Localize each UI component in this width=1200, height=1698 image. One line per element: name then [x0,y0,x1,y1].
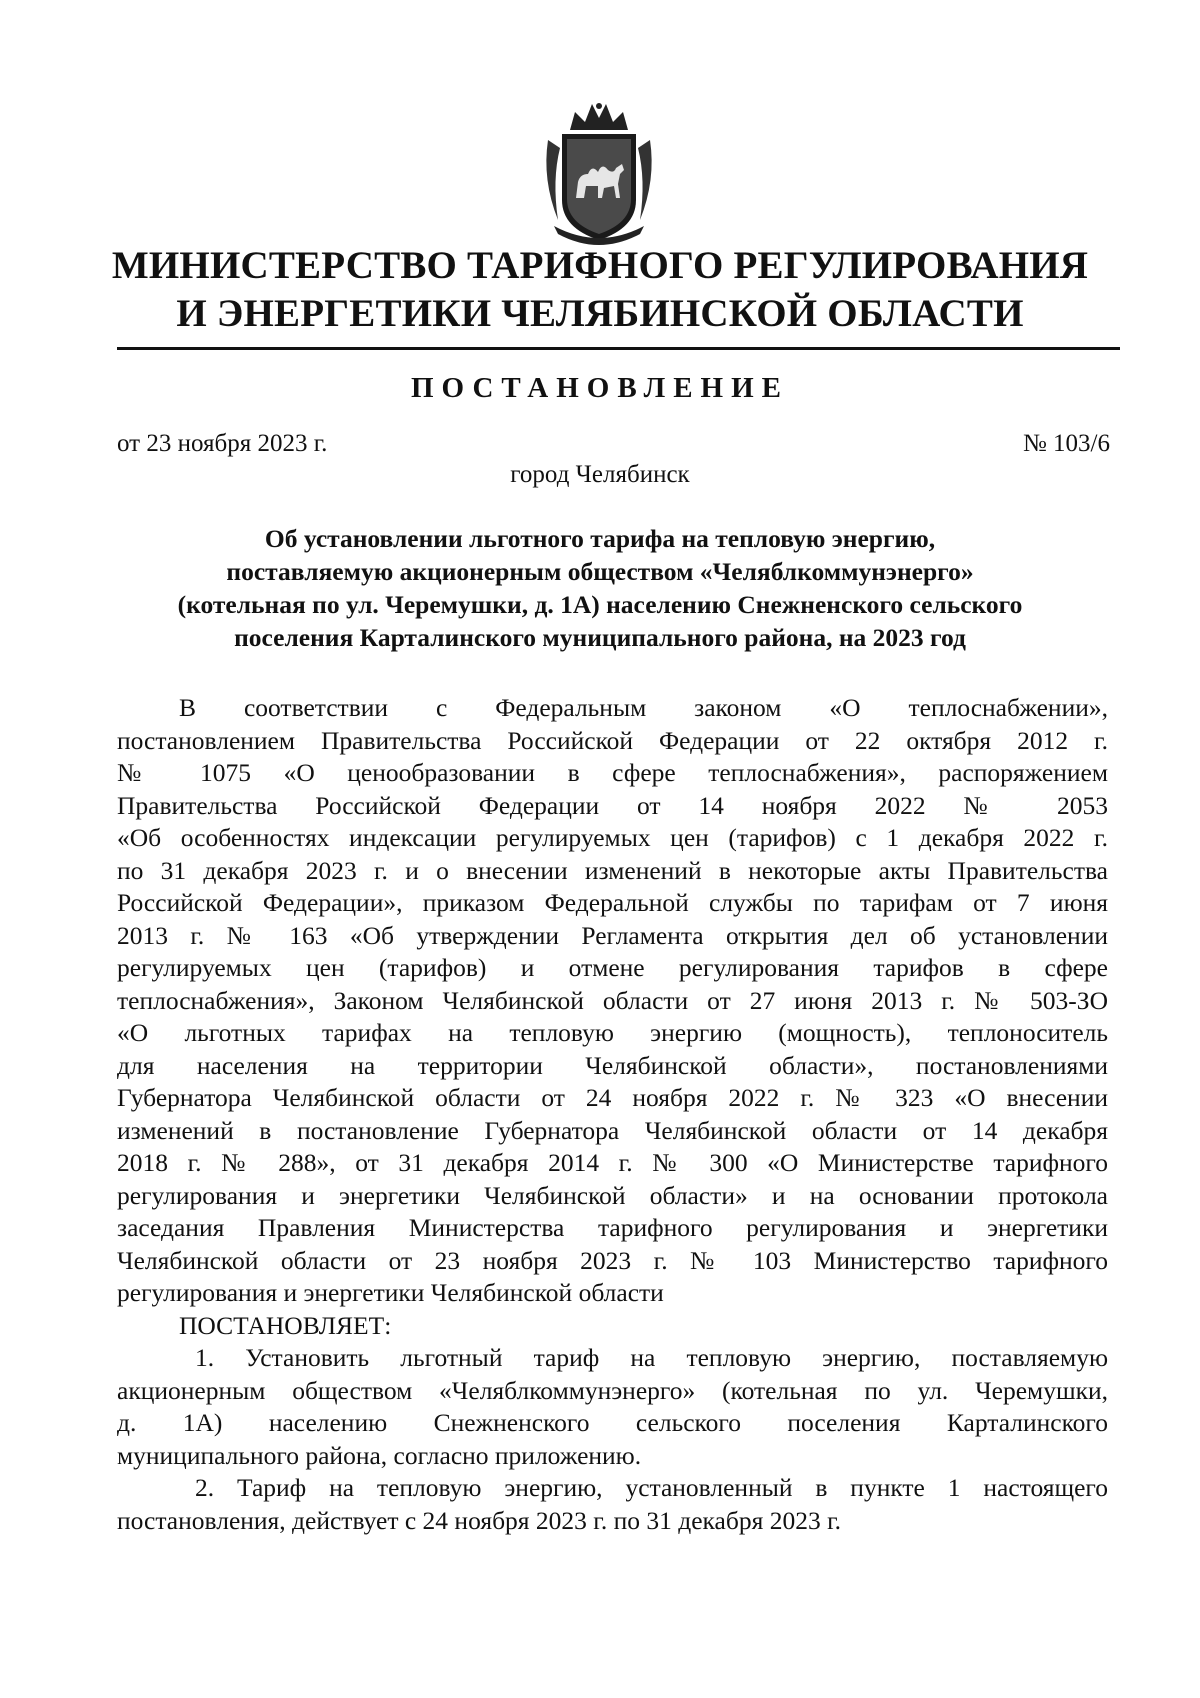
ministry-title-line-1: МИНИСТЕРСТВО ТАРИФНОГО РЕГУЛИРОВАНИЯ [111,244,1089,287]
item-line: 2. Тариф на тепловую энергию, установленный в пункте 1 настоящего [195,1473,1108,1502]
preamble-line: регулируемых цен (тарифов) и отмене регулирования тарифов в сфере [117,953,1108,982]
preamble-line: регулирования и энергетики Челябинской области [117,1278,664,1307]
header-divider [117,347,1120,350]
preamble-line: теплоснабжения», Законом Челябинской области от 27 июня 2013 г. № 503-ЗО [117,985,1108,1015]
item-line: акционерным обществом «Челяблкоммунэнерго» (котельная по ул. Черемушки, [117,1375,1108,1405]
document-body [117,692,1108,1537]
preamble-line: «О льготных тарифах на тепловую энергию (мощность), теплоноситель [117,1018,1108,1047]
preamble-line: Правительства Российской Федерации от 14 ноября 2022 № 2053 [117,790,1108,820]
subject-line: (котельная по ул. Черемушки, д. 1А) населению Снежненского сельского [177,590,1023,619]
item-line: 1. Установить льготный тариф на тепловую энергию, поставляемую [195,1343,1108,1372]
preamble-line: изменений в постановление Губернатора Челябинской области от 14 декабря [117,1115,1108,1145]
item-2-paragraph [117,1472,1108,1537]
document-subject [120,522,1080,654]
document-city: город Челябинск [510,461,690,488]
item-1-paragraph [117,1342,1108,1472]
preamble-line: № 1075 «О ценообразовании в сфере теплоснабжения», распоряжением [117,758,1108,787]
preamble-line: для населения на территории Челябинской области», постановлениями [117,1050,1108,1080]
preamble-line: Губернатора Челябинской области от 24 ноября 2022 г. № 323 «О внесении [117,1083,1108,1112]
ministry-title [80,242,1120,338]
preamble-line: постановлением Правительства Российской Федерации от 22 октября 2012 г. [117,725,1108,755]
document-type: ПОСТАНОВЛЕНИЕ [410,372,789,404]
preamble-line: Российской Федерации», приказом Федеральной службы по тарифам от 7 июня [117,888,1108,917]
preamble-line: заседания Правления Министерства тарифного регулирования и энергетики [117,1213,1108,1242]
subject-line: Об установлении льготного тарифа на тепловую энергию, [264,524,936,553]
ministry-title-line-2: И ЭНЕРГЕТИКИ ЧЕЛЯБИНСКОЙ ОБЛАСТИ [176,292,1024,335]
document-date: от 23 ноября 2023 г. [117,430,328,457]
coat-of-arms-emblem [540,100,658,248]
preamble-line: Челябинской области от 23 ноября 2023 г. № 103 Министерство тарифного [117,1245,1108,1275]
preamble-line: регулирования и энергетики Челябинской области» и на основании протокола [117,1180,1108,1210]
subject-line: поставляемую акционерным обществом «Челяблкоммунэнерго» [226,557,974,586]
preamble-line: «Об особенностях индексации регулируемых цен (тарифов) с 1 декабря 2022 г. [117,823,1108,852]
item-line: постановления, действует с 24 ноября 2023 г. по 31 декабря 2023 г. [117,1505,842,1535]
item-line: муниципального района, согласно приложению. [117,1440,642,1470]
decree-word: ПОСТАНОВЛЯЕТ: [179,1310,392,1340]
document-number: № 103/6 [1022,430,1110,457]
item-line: д. 1А) населению Снежненского сельского поселения Карталинского [117,1408,1108,1437]
preamble-paragraph [117,692,1108,1310]
subject-line: поселения Карталинского муниципального района, на 2023 год [234,623,966,652]
preamble-line: 2013 г. № 163 «Об утверждении Регламента открытия дел об установлении [117,920,1108,950]
preamble-line: 2018 г. № 288», от 31 декабря 2014 г. № 300 «О Министерстве тарифного [117,1148,1108,1177]
preamble-line: по 31 декабря 2023 г. и о внесении изменений в некоторые акты Правительства [117,855,1108,885]
preamble-line: В соответствии с Федеральным законом «О теплоснабжении», [179,693,1108,722]
